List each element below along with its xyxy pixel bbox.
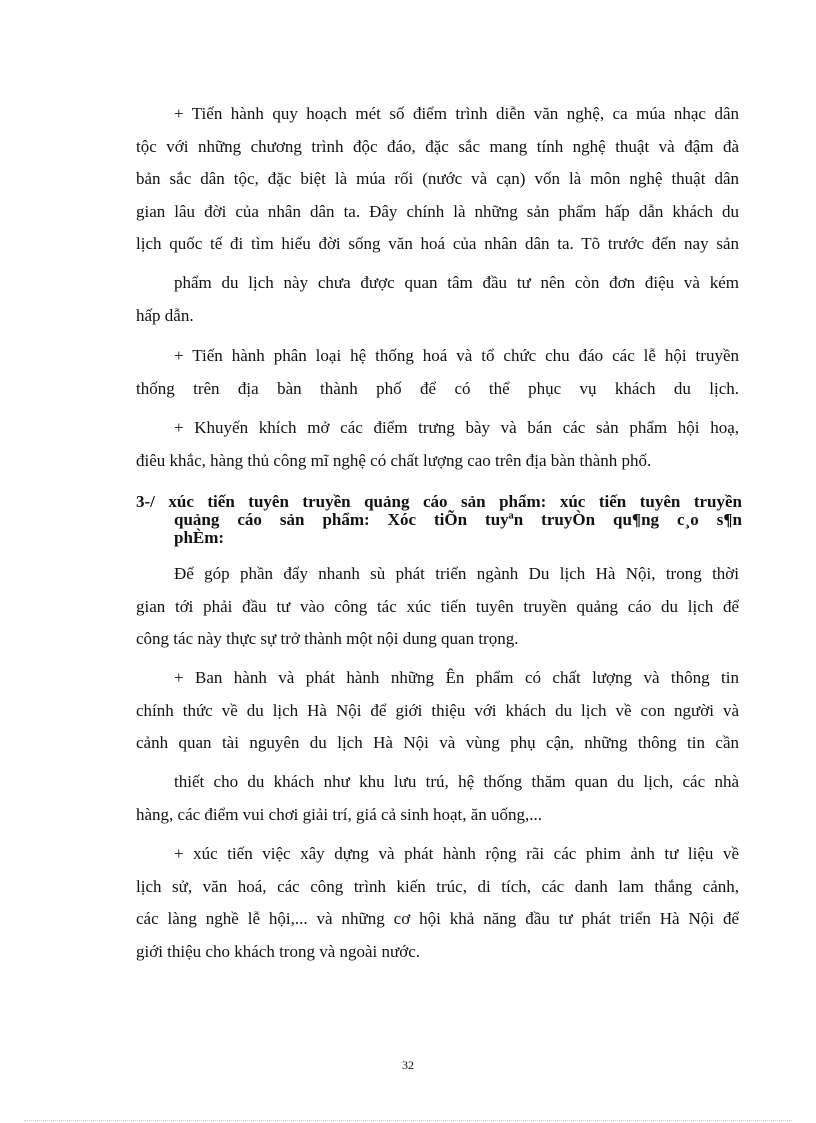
text-line: điêu khắc, hàng thủ công mĩ nghệ có chất lượng cao trên địa bàn thành phố. (136, 450, 652, 470)
paragraph-performance-planning (136, 98, 739, 261)
text-line: gian lâu đời của nhân dân ta. Đây chính là những sản phẩm hấp dẫn khách du (136, 201, 739, 221)
text-line: các làng nghề lễ hội,... và những cơ hội khả năng đầu tư phát triển Hà Nội để (136, 909, 739, 929)
text-line: lịch sử, văn hoá, các công trình kiến trúc, di tích, các danh lam thắng cảnh, (136, 876, 739, 896)
text-line: công tác này thực sự trở thành một nội dung quan trọng. (136, 629, 519, 649)
text-line: tộc với những chương trình độc đáo, đặc sắc mang tính nghệ thuật và đậm đà (136, 136, 739, 156)
heading-line: 3-/ xúc tiến tuyên truyền quảng cáo sản phẩm: xúc tiến tuyên truyền (136, 492, 742, 511)
page-bottom-divider (24, 1120, 792, 1121)
text-line: bản sắc dân tộc, đặc biệt là múa rối (nước và cạn) vốn là môn nghệ thuật dân (136, 169, 739, 189)
text-line: phẩm du lịch này chưa được quan tâm đầu tư nên còn đơn điệu và kém (174, 273, 739, 292)
paragraph-festival-classification (136, 340, 739, 405)
paragraph-documentary-films (136, 838, 739, 968)
text-line: + Tiến hành phân loại hệ thống hoá và tổ chức chu đáo các lễ hội truyền (174, 346, 739, 365)
text-line: hấp dẫn. (136, 305, 194, 325)
text-line: hàng, các điểm vui chơi giải trí, giá cả sinh hoạt, ăn uống,... (136, 804, 543, 824)
paragraph-traveler-info (136, 766, 739, 831)
text-line: thống trên địa bàn thành phố để có thể phục vụ khách du lịch. (136, 378, 739, 398)
page-number: 32 (402, 1058, 414, 1072)
heading-line: phÈm: (174, 528, 225, 547)
paragraph-product-continuation (136, 267, 739, 332)
paragraph-handicraft-exhibition (136, 412, 739, 477)
text-line: Để góp phần đẩy nhanh sù phát triển ngành Du lịch Hà Nội, trong thời (174, 564, 739, 583)
text-line: lịch quốc tế đi tìm hiểu đời sống văn hoá của nhân dân ta. Tõ trước đến nay sản (136, 234, 739, 254)
paragraph-publications (136, 662, 739, 760)
text-line: giới thiệu cho khách trong và ngoài nước. (136, 941, 421, 961)
heading-line: quảng cáo sản phẩm: Xóc tiÕn tuyªn truyÒn qu¶ng c¸o s¶n (174, 510, 742, 529)
text-line: chính thức về du lịch Hà Nội để giới thiệu với khách du lịch về con người và (136, 700, 739, 720)
text-line: + Khuyến khích mở các điểm trưng bày và bán các sản phẩm hội hoạ, (174, 418, 739, 437)
paragraph-promotion-intro (136, 558, 739, 656)
text-line: thiết cho du khách như khu lưu trú, hệ thống thăm quan du lịch, các nhà (174, 772, 739, 791)
text-line: + xúc tiến việc xây dựng và phát hành rộng rãi các phim ảnh tư liệu về (174, 844, 739, 863)
section-heading (136, 493, 742, 547)
text-line: + Tiến hành quy hoạch mét số điểm trình diễn văn nghệ, ca múa nhạc dân (174, 104, 739, 123)
text-line: cảnh quan tài nguyên du lịch Hà Nội và vùng phụ cận, những thông tin cần (136, 733, 739, 753)
text-line: + Ban hành và phát hành những Ên phẩm có chất lượng và thông tin (174, 668, 739, 687)
text-line: gian tới phải đầu tư vào công tác xúc tiến tuyên truyền quảng cáo du lịch để (136, 596, 739, 616)
